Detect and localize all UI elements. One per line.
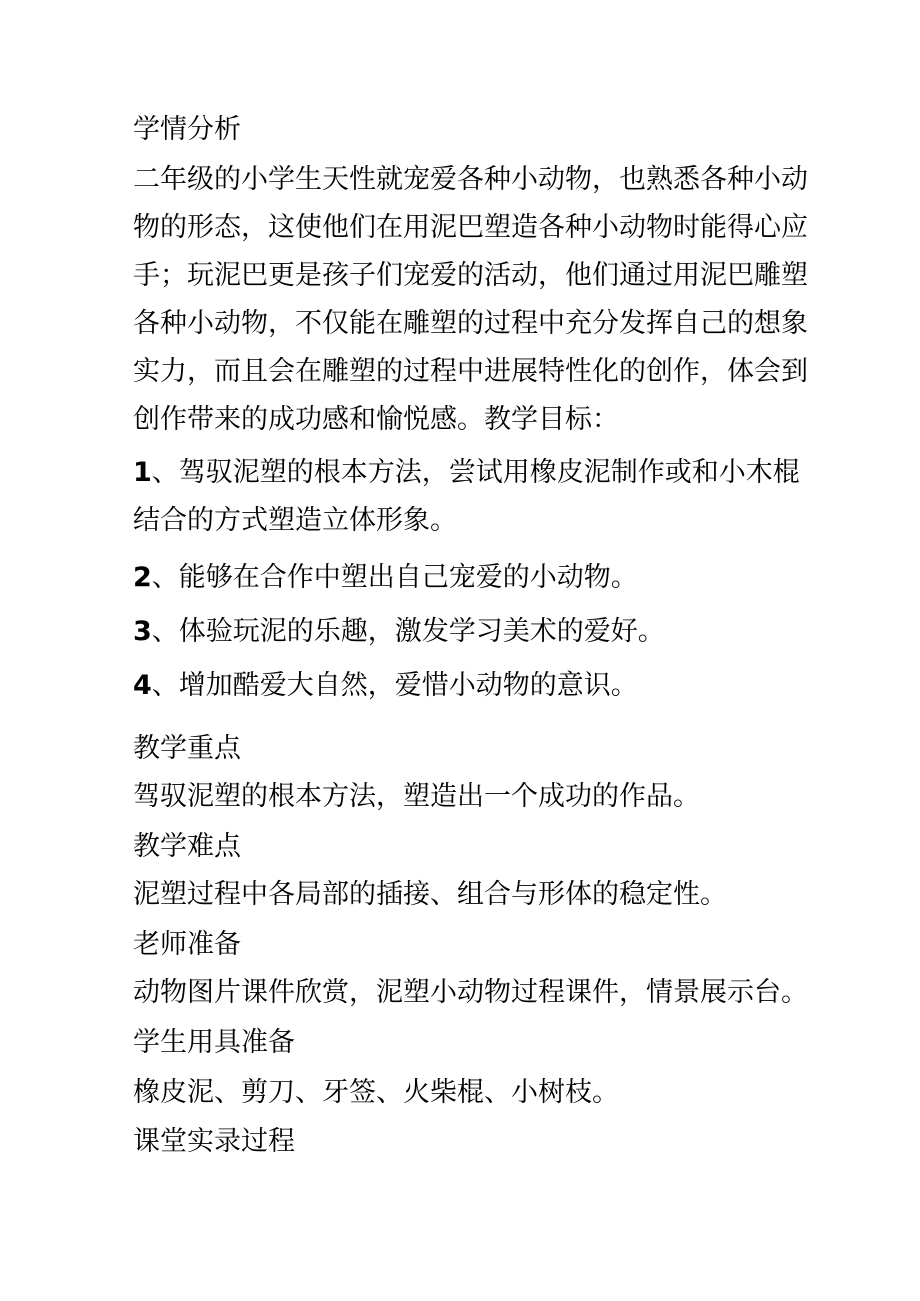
goal-item-3	[133, 614, 665, 650]
analysis-line-6: 创作带来的成功感和愉悦感。教学目标：	[133, 404, 619, 435]
goal-number: 2	[133, 562, 152, 593]
goal-item-1-cont: 结合的方式塑造立体形象。	[133, 505, 457, 536]
analysis-line-3: 手；玩泥巴更是孩子们宠爱的活动，他们通过用泥巴雕塑	[133, 260, 808, 291]
goal-text: 、增加酷爱大自然，爱惜小动物的意识。	[151, 670, 638, 701]
analysis-line-5: 实力，而且会在雕塑的过程中进展特性化的创作，体会到	[133, 356, 808, 387]
goal-text: 、体验玩泥的乐趣，激发学习美术的爱好。	[151, 616, 665, 647]
goal-text: 、能够在合作中塑出自己宠爱的小动物。	[151, 562, 638, 593]
teacher-prep-text: 动物图片课件欣赏，泥塑小动物过程课件，情景展示台。	[133, 977, 808, 1008]
goal-number: 3	[133, 616, 152, 647]
analysis-line-1: 二年级的小学生天性就宠爱各种小动物，也熟悉各种小动	[133, 164, 808, 195]
goal-item-2	[133, 560, 638, 596]
goal-text: 、驾驭泥塑的根本方法，尝试用橡皮泥制作或和小木棍	[151, 457, 800, 488]
section-heading-process: 课堂实录过程	[133, 1126, 295, 1157]
analysis-line-2: 物的形态，这使他们在用泥巴塑造各种小动物时能得心应	[133, 212, 808, 243]
section-heading-teacher-prep: 老师准备	[133, 929, 241, 960]
goal-item-4	[133, 668, 638, 704]
section-heading-analysis: 学情分析	[133, 114, 241, 145]
difficulty-text: 泥塑过程中各局部的插接、组合与形体的稳定性。	[133, 879, 727, 910]
section-heading-student-prep: 学生用具准备	[133, 1027, 295, 1058]
key-point-text: 驾驭泥塑的根本方法，塑造出一个成功的作品。	[133, 781, 700, 812]
section-heading-difficulty: 教学难点	[133, 831, 241, 862]
goal-number: 1	[133, 457, 152, 488]
section-heading-key-point: 教学重点	[133, 733, 241, 764]
goal-item-1	[133, 455, 800, 491]
analysis-line-4: 各种小动物，不仅能在雕塑的过程中充分发挥自己的想象	[133, 308, 808, 339]
student-prep-text: 橡皮泥、剪刀、牙签、火柴棍、小树枝。	[133, 1077, 619, 1108]
goal-number: 4	[133, 670, 152, 701]
